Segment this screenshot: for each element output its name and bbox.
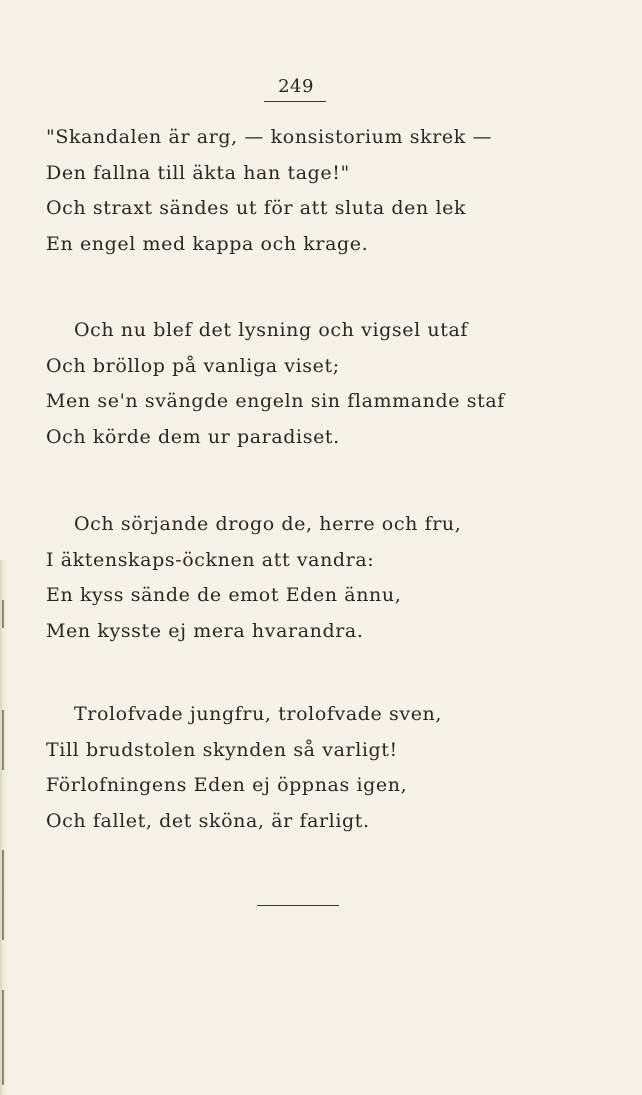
poem-line: Trolofvade jungfru, trolofvade sven, [74,703,443,725]
poem-line: Men se'n svängde engeln sin flammande staf [46,390,505,412]
stanza-3 [46,507,606,649]
stanza-2 [46,313,606,455]
poem-line: Men kysste ej mera hvarandra. [46,619,364,642]
end-rule [257,905,339,906]
page-number: 249 [278,76,314,97]
page-edge [0,560,9,1095]
poem-line: Den fallna till äkta han tage!" [46,161,350,184]
poem-line: Till brudstolen skynden så varligt! [46,738,398,761]
poem-line: Och sörjande drogo de, herre och fru, [74,513,462,535]
poem-line: Och nu blef det lysning och vigsel utaf [74,319,469,341]
poem-line: En kyss sände de emot Eden ännu, [46,584,402,606]
stanza-1 [46,120,606,262]
poem-line: Och fallet, det sköna, är farligt. [46,809,370,832]
poem-line: I äktenskaps-öcknen att vandra: [46,548,375,571]
page-number-rule [264,101,326,102]
poem-line: Och straxt sändes ut för att sluta den lek [46,197,467,219]
edge-mark [2,850,4,940]
poem-line: En engel med kappa och krage. [46,232,369,255]
stanza-4 [46,697,606,839]
edge-mark [2,990,4,1085]
edge-mark [2,710,4,770]
poem-line: Förlofningens Eden ej öppnas igen, [46,774,408,796]
poem-line: Och körde dem ur paradiset. [46,425,340,448]
poem-line: Och bröllop på vanliga viset; [46,354,340,377]
poem-line: "Skandalen är arg, — konsistorium skrek — [46,126,493,148]
edge-mark [2,600,4,628]
